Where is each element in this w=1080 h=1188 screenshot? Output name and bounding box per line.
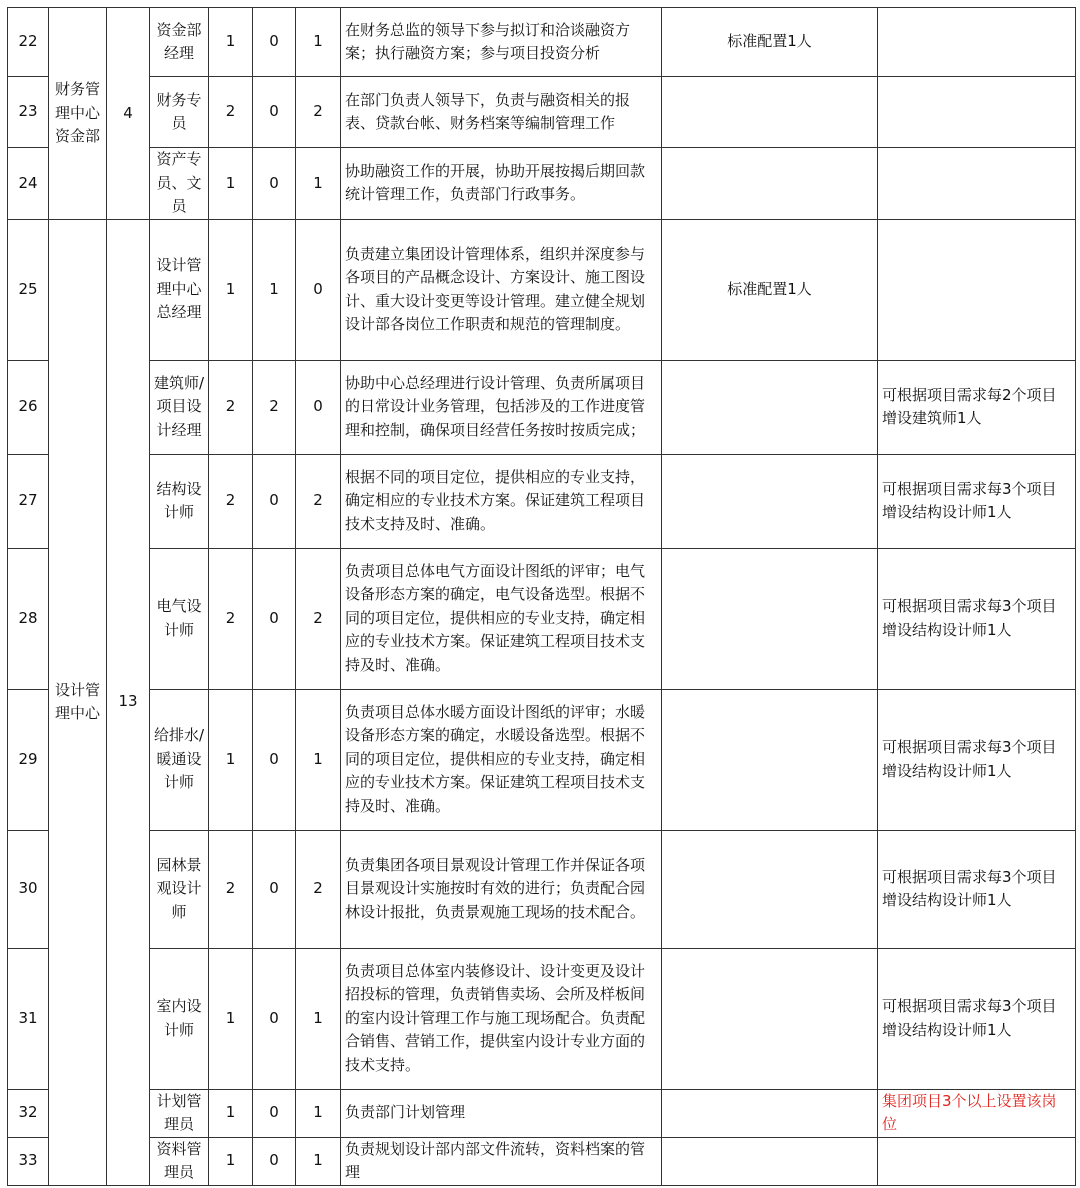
note-cell [878, 219, 1076, 360]
position-cell: 设计管理中心总经理 [150, 219, 209, 360]
count-a: 2 [209, 360, 253, 454]
position-cell: 园林景观设计师 [150, 830, 209, 948]
duty-cell: 负责项目总体室内装修设计、设计变更及设计招投标的管理，负责销售卖场、会所及样板间的室内设计管理工作与施工现场配合。负责配合销售、营销工作，提供室内设计专业方面的技术支持。 [341, 948, 662, 1089]
config-cell [662, 1137, 878, 1185]
position-cell: 室内设计师 [150, 948, 209, 1089]
count-c: 1 [296, 1089, 341, 1137]
table-row [8, 148, 1076, 220]
count-a: 2 [209, 454, 253, 548]
config-cell [662, 148, 878, 220]
row-number: 29 [8, 689, 49, 830]
row-number: 30 [8, 830, 49, 948]
config-cell: 标准配置1人 [662, 8, 878, 77]
table-row [8, 360, 1076, 454]
note-cell: 可根据项目需求每2个项目增设建筑师1人 [878, 360, 1076, 454]
department-headcount: 4 [107, 8, 150, 220]
note-cell [878, 1137, 1076, 1185]
duty-cell: 在部门负责人领导下，负责与融资相关的报表、贷款台帐、财务档案等编制管理工作 [341, 77, 662, 148]
count-a: 1 [209, 219, 253, 360]
count-a: 2 [209, 830, 253, 948]
duty-cell: 根据不同的项目定位，提供相应的专业支持，确定相应的专业技术方案。保证建筑工程项目技术支持及时、准确。 [341, 454, 662, 548]
count-c: 1 [296, 948, 341, 1089]
count-c: 1 [296, 1137, 341, 1185]
count-b: 0 [253, 830, 296, 948]
count-b: 0 [253, 77, 296, 148]
note-cell [878, 8, 1076, 77]
count-b: 0 [253, 948, 296, 1089]
count-b: 0 [253, 8, 296, 77]
count-c: 1 [296, 689, 341, 830]
config-cell [662, 689, 878, 830]
count-c: 0 [296, 360, 341, 454]
position-cell: 资料管理员 [150, 1137, 209, 1185]
count-b: 0 [253, 548, 296, 689]
table-row [8, 8, 1076, 77]
position-cell: 资产专员、文员 [150, 148, 209, 220]
config-cell [662, 548, 878, 689]
config-cell [662, 77, 878, 148]
duty-cell: 负责项目总体电气方面设计图纸的评审；电气设备形态方案的确定，电气设备选型。根据不同的项目定位，提供相应的专业支持，确定相应的专业技术方案。保证建筑工程项目技术支持及时、准确。 [341, 548, 662, 689]
count-b: 0 [253, 454, 296, 548]
note-cell: 可根据项目需求每3个项目增设结构设计师1人 [878, 830, 1076, 948]
department-cell: 财务管理中心资金部 [49, 8, 107, 220]
count-c: 1 [296, 148, 341, 220]
row-number: 25 [8, 219, 49, 360]
table-row [8, 454, 1076, 548]
row-number: 26 [8, 360, 49, 454]
config-cell [662, 454, 878, 548]
duty-cell: 协助融资工作的开展，协助开展按揭后期回款统计管理工作，负责部门行政事务。 [341, 148, 662, 220]
count-c: 1 [296, 8, 341, 77]
duty-cell: 负责集团各项目景观设计管理工作并保证各项目景观设计实施按时有效的进行；负责配合园林设计报批，负责景观施工现场的技术配合。 [341, 830, 662, 948]
duty-cell: 负责建立集团设计管理体系，组织并深度参与各项目的产品概念设计、方案设计、施工图设计、重大设计变更等设计管理。建立健全规划设计部各岗位工作职责和规范的管理制度。 [341, 219, 662, 360]
count-a: 1 [209, 8, 253, 77]
count-c: 2 [296, 77, 341, 148]
config-cell [662, 948, 878, 1089]
table-row [8, 219, 1076, 360]
note-cell: 可根据项目需求每3个项目增设结构设计师1人 [878, 689, 1076, 830]
table-row [8, 830, 1076, 948]
note-cell: 可根据项目需求每3个项目增设结构设计师1人 [878, 548, 1076, 689]
count-b: 2 [253, 360, 296, 454]
count-b: 0 [253, 1089, 296, 1137]
position-cell: 电气设计师 [150, 548, 209, 689]
position-cell: 给排水/暖通设计师 [150, 689, 209, 830]
position-cell: 建筑师/项目设计经理 [150, 360, 209, 454]
duty-cell: 负责项目总体水暖方面设计图纸的评审；水暖设备形态方案的确定，水暖设备选型。根据不同的项目定位，提供相应的专业支持，确定相应的专业技术方案。保证建筑工程项目技术支持及时、准确。 [341, 689, 662, 830]
table-row [8, 948, 1076, 1089]
row-number: 22 [8, 8, 49, 77]
table-row [8, 548, 1076, 689]
config-cell: 标准配置1人 [662, 219, 878, 360]
row-number: 31 [8, 948, 49, 1089]
duty-cell: 负责规划设计部内部文件流转，资料档案的管理 [341, 1137, 662, 1185]
table-row [8, 689, 1076, 830]
row-number: 28 [8, 548, 49, 689]
count-a: 1 [209, 1137, 253, 1185]
row-number: 24 [8, 148, 49, 220]
department-headcount: 13 [107, 219, 150, 1185]
row-number: 32 [8, 1089, 49, 1137]
count-b: 0 [253, 1137, 296, 1185]
count-a: 1 [209, 948, 253, 1089]
note-cell [878, 148, 1076, 220]
department-cell: 设计管理中心 [49, 219, 107, 1185]
position-cell: 财务专员 [150, 77, 209, 148]
duty-cell: 协助中心总经理进行设计管理、负责所属项目的日常设计业务管理，包括涉及的工作进度管理和控制，确保项目经营任务按时按质完成； [341, 360, 662, 454]
note-cell-highlight: 集团项目3个以上设置该岗位 [878, 1089, 1076, 1137]
row-number: 27 [8, 454, 49, 548]
count-a: 1 [209, 1089, 253, 1137]
count-c: 2 [296, 830, 341, 948]
row-number: 23 [8, 77, 49, 148]
note-cell [878, 77, 1076, 148]
table-row [8, 77, 1076, 148]
config-cell [662, 830, 878, 948]
staffing-table [7, 7, 1076, 1186]
table-row [8, 1137, 1076, 1185]
count-a: 1 [209, 148, 253, 220]
count-c: 0 [296, 219, 341, 360]
position-cell: 结构设计师 [150, 454, 209, 548]
position-cell: 资金部经理 [150, 8, 209, 77]
duty-cell: 负责部门计划管理 [341, 1089, 662, 1137]
table-row [8, 1089, 1076, 1137]
duty-cell: 在财务总监的领导下参与拟订和洽谈融资方案；执行融资方案；参与项目投资分析 [341, 8, 662, 77]
count-b: 0 [253, 689, 296, 830]
count-b: 1 [253, 219, 296, 360]
note-cell: 可根据项目需求每3个项目增设结构设计师1人 [878, 454, 1076, 548]
count-c: 2 [296, 548, 341, 689]
note-cell: 可根据项目需求每3个项目增设结构设计师1人 [878, 948, 1076, 1089]
config-cell [662, 360, 878, 454]
count-c: 2 [296, 454, 341, 548]
row-number: 33 [8, 1137, 49, 1185]
count-a: 1 [209, 689, 253, 830]
count-a: 2 [209, 77, 253, 148]
count-b: 0 [253, 148, 296, 220]
config-cell [662, 1089, 878, 1137]
position-cell: 计划管理员 [150, 1089, 209, 1137]
count-a: 2 [209, 548, 253, 689]
